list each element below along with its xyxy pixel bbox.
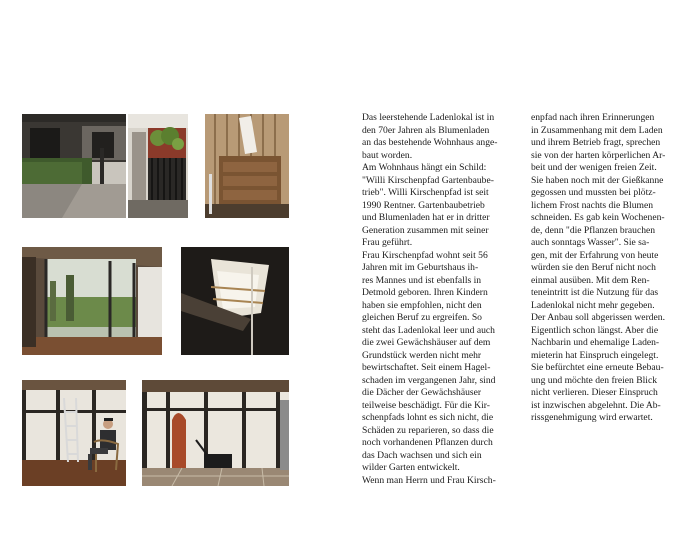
text-line: Frau Kirschenpfad wohnt seit 56 [362,249,488,261]
text-line: Sie haben noch mit der Gießkanne [531,174,664,186]
text-line: ist inzwischen abgelehnt. Die Ab- [531,399,661,411]
photo-interior-lawnmower [142,380,289,486]
photo-wooden-cabinet [205,114,289,218]
text-line: an das bestehende Wohnhaus ange- [362,137,498,148]
photo-skylight [181,247,289,355]
text-line: Grundstück werden nicht mehr [362,349,482,361]
text-line: teilweise beschädigt. Für die Kir- [362,399,490,411]
text-line: Jahren mit im Geburtshaus ih- [362,262,479,273]
text-line: die zwei Gewächshäuser auf dem [362,337,491,348]
text-line: noch vorhandenen Pflanzen durch [362,437,493,448]
text-line: Frau geführt. [362,237,413,248]
photo-shop-windows [22,247,162,355]
text-line: schaden im vergangenen Jahr, sind [362,374,496,386]
text-line: sie von der harten körperlichen Ar- [531,149,666,161]
text-line: die Dächer der Gewächshäuser [362,387,482,398]
text-line: teneintritt ist die Nutzung für das [531,287,659,298]
text-line: Wenn man Herrn und Frau Kirsch- [362,474,496,486]
text-line: 1990 Rentner. Gartenbaubetrieb [362,199,485,211]
text-line: einmal ausüben. Mit dem Ren- [531,274,650,286]
text-line: das Dach wachsen und sich ein [362,449,482,461]
text-line: de, denn "die Pflanzen brauchen [531,224,656,236]
text-line: haben sie empfohlen, nicht den [362,299,482,311]
article-column-1 [362,112,522,487]
text-line: gegossen und mussten bei plötz- [531,187,656,198]
text-line: Schäden zu reparieren, so dass die [362,424,494,436]
text-line: nicht verlieren. Dieser Einspruch [531,387,658,398]
text-line: "Willi Kirschenpfad Gartenbaube- [362,174,494,186]
text-line: wilder Garten entwickelt. [362,462,460,473]
text-line: lichem Frost nachts die Blumen [531,199,654,211]
text-line: res Mannes und ist ebenfalls in [362,274,482,286]
text-line: und Blumenladen hat er in dritter [362,212,490,223]
text-line: rissgenehmigung wird erwartet. [531,412,653,423]
text-line: Das leerstehende Ladenlokal ist in [362,112,495,123]
text-line: gleichen Beruf zu ergreifen. So [362,312,482,323]
text-line: steht das Ladenlokal leer und auch [362,324,495,336]
text-line: Ladenlokal nicht mehr gegeben. [531,299,655,311]
text-line: baut worden. [362,149,413,161]
text-line: Nachbarin und ehemalige Laden- [531,337,660,348]
text-line: Der Anbau soll abgerissen werden. [531,312,666,323]
text-line: gen, mit der Erfahrung von heute [531,249,659,261]
text-line: Detmold geboren. Ihren Kindern [362,287,488,298]
text-line: Eigentlich schon längst. Aber die [531,324,659,336]
text-line: in Zusammenhang mit dem Laden [531,124,663,136]
text-line: mieterin hat Einspruch eingelegt. [531,349,659,361]
text-line: Sie befürchtet eine erneute Bebau- [531,362,664,373]
text-line: Am Wohnhaus hängt ein Schild: [362,162,487,173]
photo-man-in-chair [22,380,126,486]
text-line: auch sonntags Wasser". Sie sa- [531,237,650,248]
text-line: würden sie den Beruf nicht noch [531,262,656,273]
photo-house-entrance [22,114,126,218]
text-line: enpfad nach ihren Erinnerungen [531,112,655,123]
text-line: den 70er Jahren als Blumenladen [362,124,490,136]
text-line: bewirtschaftet. Seit einem Hagel- [362,362,491,373]
text-line: trieb". Willi Kirschenpfad ist seit [362,187,489,198]
photo-entrance-gate [128,114,188,218]
text-line: beit und der wenigen freien Zeit. [531,162,657,173]
text-line: schneiden. Es gab kein Wochenen- [531,212,665,223]
text-line: und ihrem Betrieb fragt, sprechen [531,137,661,148]
text-line: schenpfads lohnt es sich nicht, die [362,412,494,423]
text-line: ung und möchte den freien Blick [531,374,658,386]
article-column-2 [531,112,691,425]
text-line: Generation zusammen mit seiner [362,224,489,236]
